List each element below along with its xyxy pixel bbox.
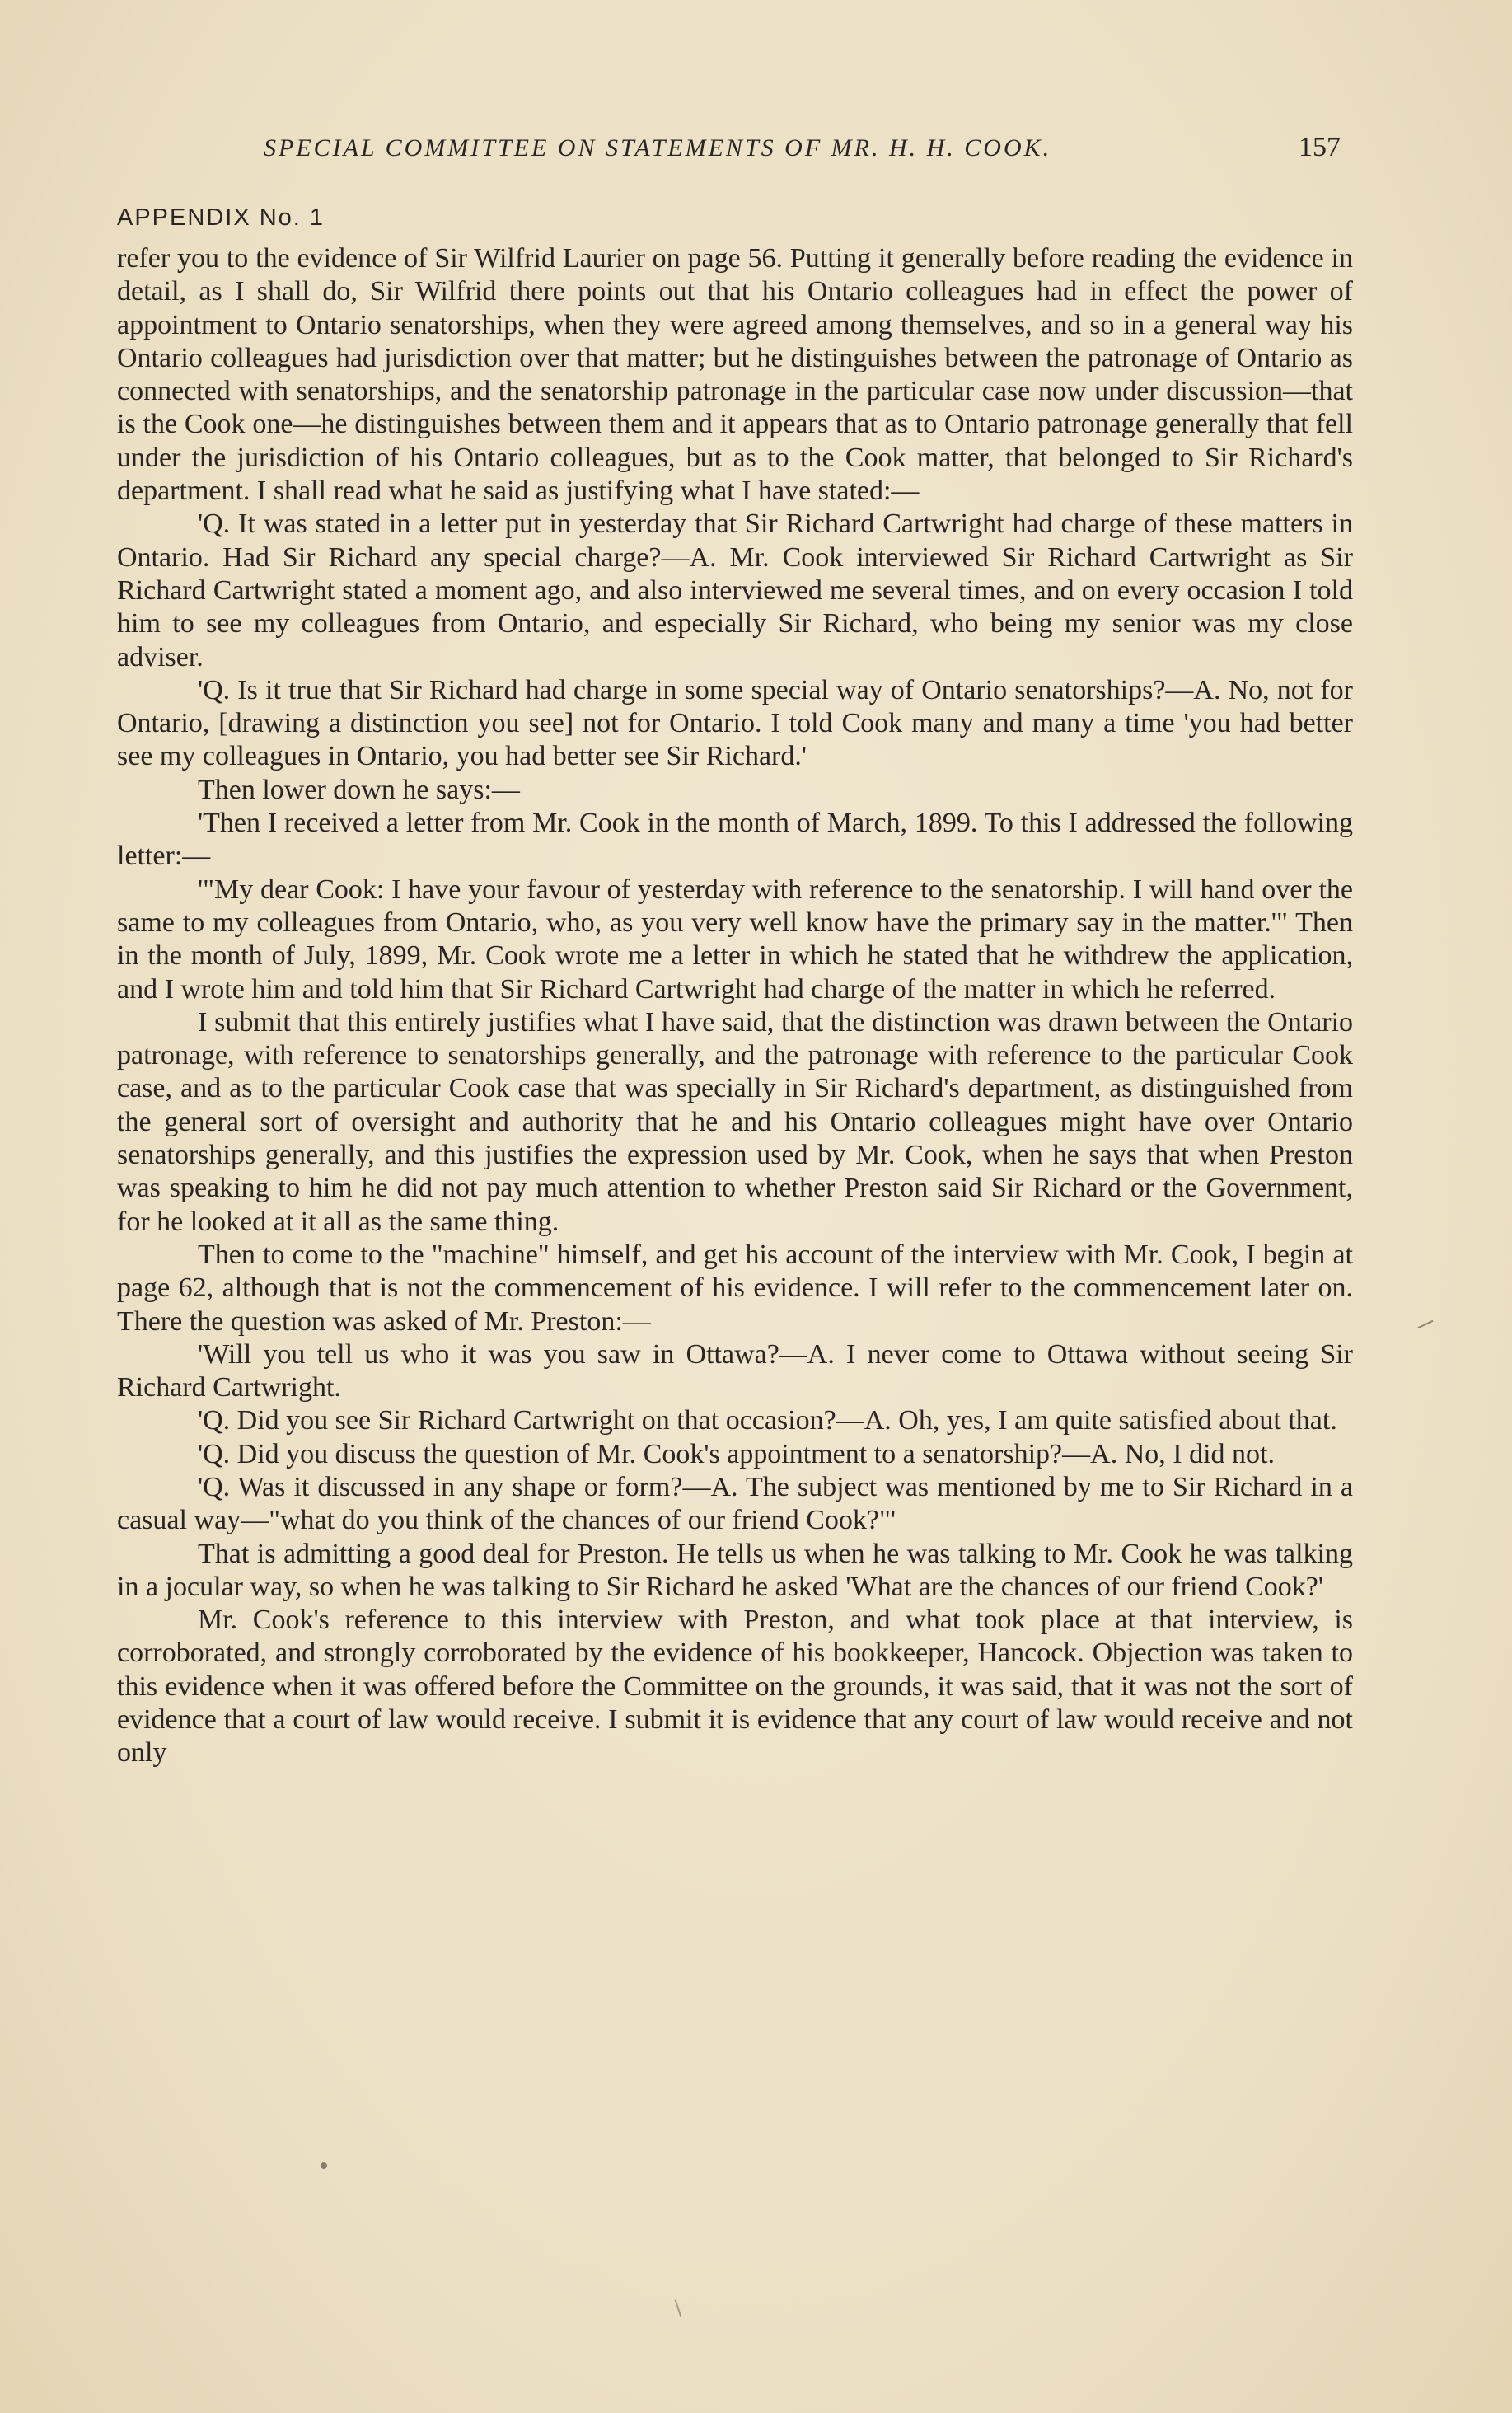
page-number: 157: [1299, 132, 1341, 162]
quoted-paragraph: 'Q. Is it true that Sir Richard had charge in some special way of Ontario senatorships?—A. No, not for Ontario, [drawing a distinction you see] not for Ontario. I told Cook many and many a time 'you had better see my colleagues in Ontario, you had better see Sir Richard.': [117, 674, 1353, 772]
quoted-paragraph: 'Q. Did you discuss the question of Mr. Cook's appointment to a senatorship?—A. No, I did not.: [198, 1438, 1275, 1469]
quoted-paragraph: 'Q. Did you see Sir Richard Cartwright on that occasion?—A. Oh, yes, I am quite satisfied about that.: [198, 1405, 1337, 1436]
body-text: [117, 242, 1353, 1770]
quoted-paragraph: 'Then I received a letter from Mr. Cook in the month of March, 1899. To this I addressed the following letter:—: [117, 808, 1353, 872]
paragraph: Then to come to the "machine" himself, and get his account of the interview with Mr. Cook, I begin at page 62, although that is not the commencement of his evidence. I will refer to the commencement later on. There the question was asked of Mr. Preston:—: [117, 1239, 1353, 1337]
running-head: SPECIAL COMMITTEE ON STATEMENTS OF MR. H. H. COOK.: [264, 134, 1052, 162]
paragraph: I submit that this entirely justifies what I have said, that the distinction was drawn between the Ontario patronage, with reference to senatorships generally, and the patronage with reference to the particular Cook case, and as to the particular Cook case that was specially in Sir Richard's department, as distinguished from the general sort of oversight and authority that he and his Ontario colleagues might have over Ontario senatorships generally, and this justifies the expression used by Mr. Cook, when he says that when Preston was speaking to him he did not pay much attention to whether Preston said Sir Richard or the Government, for he looked at it all as the same thing.: [117, 1006, 1353, 1237]
paragraph: Mr. Cook's reference to this interview with Preston, and what took place at that interview, is corroborated, and strongly corroborated by the evidence of his bookkeeper, Hancock. Objection was taken to this evidence when it was offered before the Committee on the grounds, it was said, that it was not the sort of evidence that a court of law would receive. I submit it is evidence that any court of law would receive and not only: [117, 1605, 1353, 1769]
quoted-paragraph: 'Will you tell us who it was you saw in Ottawa?—A. I never come to Ottawa without seeing Sir Richard Cartwright.: [117, 1338, 1353, 1403]
ink-mark: [675, 2299, 682, 2317]
quoted-paragraph: '"My dear Cook: I have your favour of yesterday with reference to the senatorship. I will hand over the same to my colleagues from Ontario, who, as you very well know have the primary say in the matter.'" Then in the month of July, 1899, Mr. Cook wrote me a letter in which he stated that he withdrew the application, and I wrote him and told him that Sir Richard Cartwright had charge of the matter in which he referred.: [117, 874, 1353, 1005]
ink-dot: [321, 2162, 327, 2169]
quoted-paragraph: 'Q. It was stated in a letter put in yesterday that Sir Richard Cartwright had charge of these matters in Ontario. Had Sir Richard any special charge?—A. Mr. Cook interviewed Sir Richard Cartwright as Sir Richard Cartwright stated a moment ago, and also interviewed me several times, and on every occasion I told him to see my colleagues from Ontario, and especially Sir Richard, who being my senior was my close adviser.: [117, 508, 1353, 672]
quoted-paragraph: 'Q. Was it discussed in any shape or form?—A. The subject was mentioned by me to Sir Richard in a casual way—"what do you think of the chances of our friend Cook?"': [117, 1471, 1353, 1536]
paragraph: refer you to the evidence of Sir Wilfrid Laurier on page 56. Putting it generally before reading the evidence in detail, as I shall do, Sir Wilfrid there points out that his Ontario colleagues had in effect the power of appointment to Ontario senatorships, when they were agreed among themselves, and so in a general way his Ontario colleagues had jurisdiction over that matter; but he distinguishes between the patronage of Ontario as connected with senatorships, and the senatorship patronage in the particular case now under discussion—that is the Cook one—he distinguishes between them and it appears that as to Ontario patronage generally that fell under the jurisdiction of his Ontario colleagues, but as to the Cook matter, that belonged to Sir Richard's department. I shall read what he said as justifying what I have stated:—: [117, 243, 1353, 507]
appendix-label: APPENDIX No. 1: [117, 204, 325, 231]
margin-mark: [1418, 1320, 1434, 1328]
paragraph: Then lower down he says:—: [198, 774, 520, 805]
paragraph: That is admitting a good deal for Preston. He tells us when he was talking to Mr. Cook he was talking in a jocular way, so when he was talking to Sir Richard he asked 'What are the chances of our friend Cook?': [117, 1538, 1353, 1602]
